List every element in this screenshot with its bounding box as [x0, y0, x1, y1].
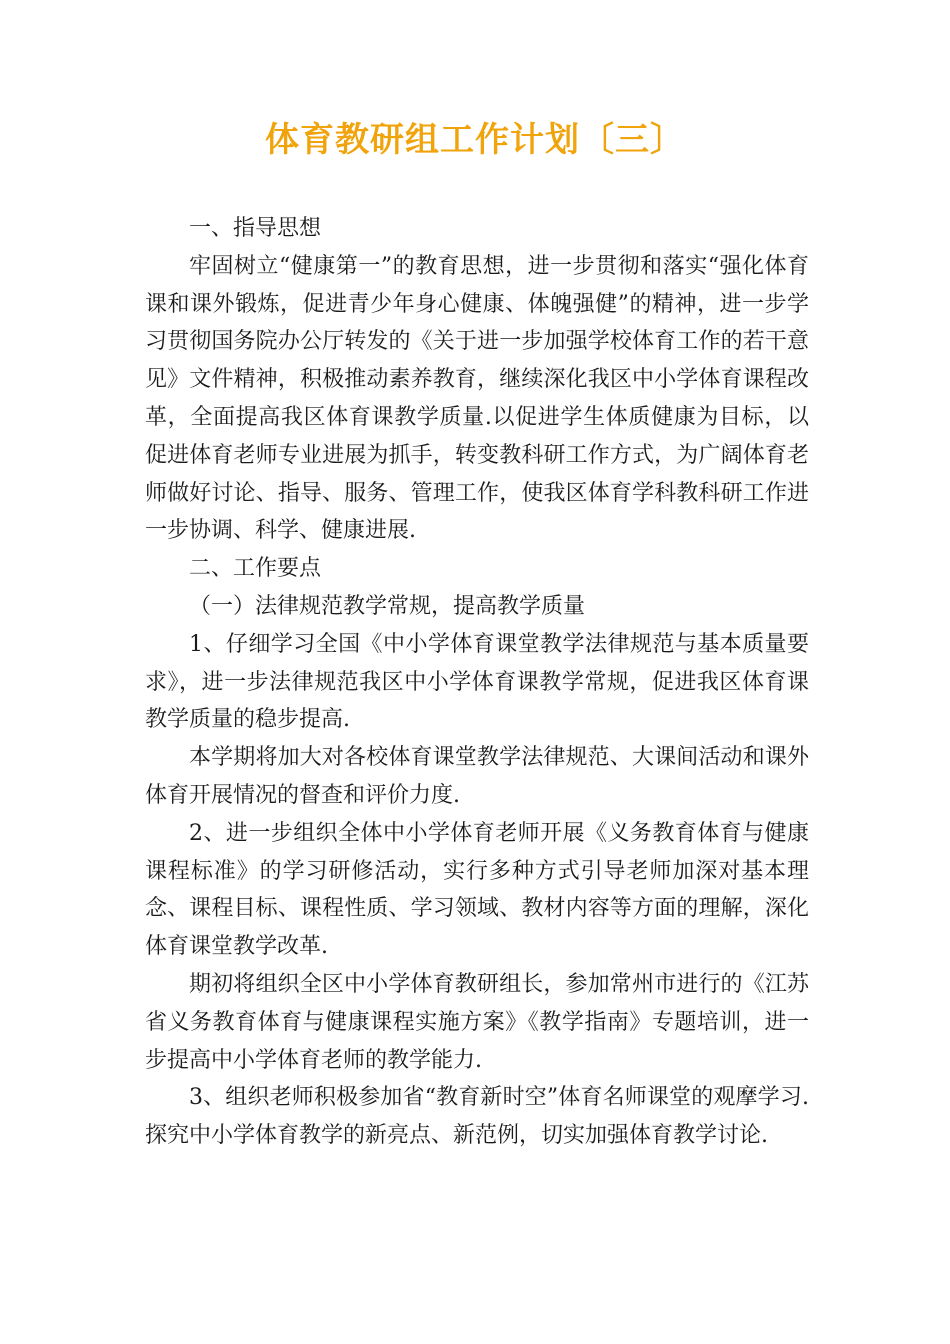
- subsection-heading: （一）法律规范教学常规，提高教学质量: [189, 593, 586, 619]
- section-heading: 一、指导思想: [189, 216, 322, 241]
- document-body: [145, 210, 809, 1155]
- paragraph: 3、组织老师积极参加省“教育新时空”体育名师课堂的观摩学习.探究中小学体育教学的新亮点、新范例，切实加强体育教学讨论.: [145, 1085, 809, 1149]
- section-heading: 二、工作要点: [189, 556, 322, 582]
- paragraph: 期初将组织全区中小学体育教研组长，参加常州市进行的《江苏省义务教育体育与健康课程实施方案》《教学指南》专题培训，进一步提高中小学体育老师的教学能力.: [145, 971, 809, 1073]
- paragraph: 牢固树立“健康第一”的教育思想，进一步贯彻和落实“强化体育课和课外锻炼，促进青少年身心健康、体魄强健”的精神，进一步学习贯彻国务院办公厅转发的《关于进一步加强学校体育工作的若干意见》文件精神，积极推动素养教育，继续深化我区中小学体育课程改革，全面提高我区体育课教学质量.以促进学生体质健康为目标，以促进体育老师专业进展为抓手，转变教科研工作方式，为广阔体育老师做好讨论、指导、服务、管理工作，使我区体育学科教科研工作进一步协调、科学、健康进展.: [145, 253, 809, 544]
- paragraph: 2、进一步组织全体中小学体育老师开展《义务教育体育与健康课程标准》的学习研修活动，实行多种方式引导老师加深对基本理念、课程目标、课程性质、学习领域、教材内容等方面的理解，深化体育课堂教学改革.: [145, 820, 809, 960]
- paragraph: 本学期将加大对各校体育课堂教学法律规范、大课间活动和课外体育开展情况的督查和评价力度.: [145, 745, 809, 808]
- paragraph: 1、仔细学习全国《中小学体育课堂教学法律规范与基本质量要求》，进一步法律规范我区中小学体育课教学常规，促进我区体育课教学质量的稳步提高.: [145, 631, 809, 733]
- document-title: 体育教研组工作计划〔三〕: [265, 120, 685, 160]
